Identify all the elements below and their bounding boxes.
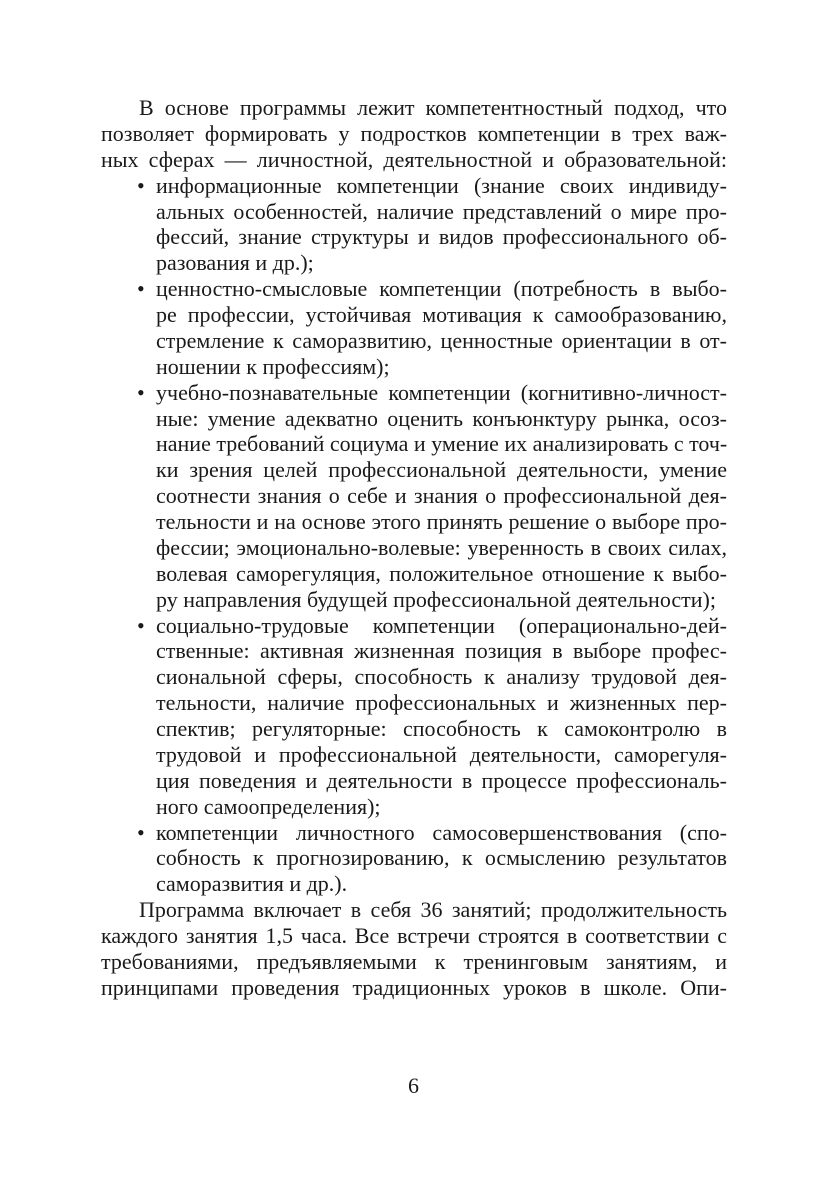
list-item (101, 613, 727, 820)
text-line: тельности и на основе этого принять решение о выборе про- (156, 509, 727, 534)
text-line: ношении к профессиям); (156, 353, 390, 379)
text-line: саморазвития и др.). (156, 871, 348, 897)
text-line: ре профессии, устойчивая мотивация к самообразованию, (156, 302, 727, 327)
text-line: ция поведения и деятельности в процессе профессиональ- (156, 767, 727, 793)
bullet-icon: • (137, 172, 145, 198)
text-line: ценностно-смысловые компетенции (потребность в выбо- (156, 276, 727, 302)
text-line: принципами проведения традиционных уроков в школе. Опи- (101, 974, 727, 1000)
text-line: альных особенностей, наличие представлений о мире про- (156, 198, 727, 224)
page-number: 6 (408, 1073, 419, 1098)
text-line: В основе программы лежит компетентностный подход, что (139, 95, 727, 120)
text-block (101, 95, 727, 1001)
list-item (101, 380, 727, 613)
text-line: ственные: активная жизненная позиция в выборе профес- (156, 638, 727, 664)
text-line: волевая саморегуляция, положительное отношение к выбо- (156, 560, 727, 586)
text-line: ных сферах — личностной, деятельностной и образовательной: (101, 146, 727, 172)
text-line: фессии; эмоционально-волевые: уверенность в своих силах, (156, 534, 727, 560)
text-line: фессий, знание структуры и видов профессионального об- (156, 224, 727, 250)
bullet-icon: • (137, 612, 145, 638)
competence-list (101, 173, 727, 898)
bullet-icon: • (137, 379, 145, 405)
text-line: учебно-познавательные компетенции (когнитивно-личност- (156, 379, 727, 405)
text-line: социально-трудовые компетенции (операционально-дей- (156, 612, 727, 638)
text-line: соотнести знания о себе и знания о профессиональной дея- (156, 483, 727, 509)
text-line: ру направления будущей профессиональной деятельности); (156, 586, 716, 612)
text-line: стремление к саморазвитию, ценностные ориентации в от- (156, 327, 727, 353)
text-line: ного самоопределения); (156, 793, 381, 819)
text-line: сиональной сферы, способность к анализу трудовой дея- (156, 664, 727, 690)
closing-paragraph (101, 897, 727, 1001)
text-line: нание требований социума и умение их анализировать с точ- (156, 431, 727, 457)
list-item (101, 173, 727, 277)
text-line: спектив; регуляторные: способность к самоконтролю в (156, 716, 727, 741)
list-item (101, 276, 727, 380)
text-line: информационные компетенции (знание своих индивиду- (156, 172, 727, 198)
bullet-icon: • (137, 276, 145, 302)
text-line: требованиями, предъявляемыми к тренинговым занятиям, и (101, 948, 727, 974)
text-line: компетенции личностного самосовершенствования (спо- (156, 819, 727, 845)
text-line: ки зрения целей профессиональной деятельности, умение (156, 457, 727, 483)
text-line: трудовой и профессиональной деятельности, саморегуля- (156, 741, 727, 767)
list-item (101, 820, 727, 898)
text-line: разования и др.); (156, 250, 314, 276)
intro-paragraph (101, 95, 727, 173)
text-line: позволяет формировать у подростков компетенции в трех важ- (101, 120, 727, 146)
text-line: тельности, наличие профессиональных и жизненных пер- (156, 690, 727, 716)
text-line: Программа включает в себя 36 занятий; продолжительность (139, 897, 727, 923)
text-line: ные: умение адекватно оценить конъюнктуру рынка, осоз- (156, 405, 727, 431)
text-line: каждого занятия 1,5 часа. Все встречи строятся в соответствии с (101, 923, 727, 948)
text-line: собность к прогнозированию, к осмыслению результатов (156, 845, 727, 871)
bullet-icon: • (137, 819, 145, 845)
